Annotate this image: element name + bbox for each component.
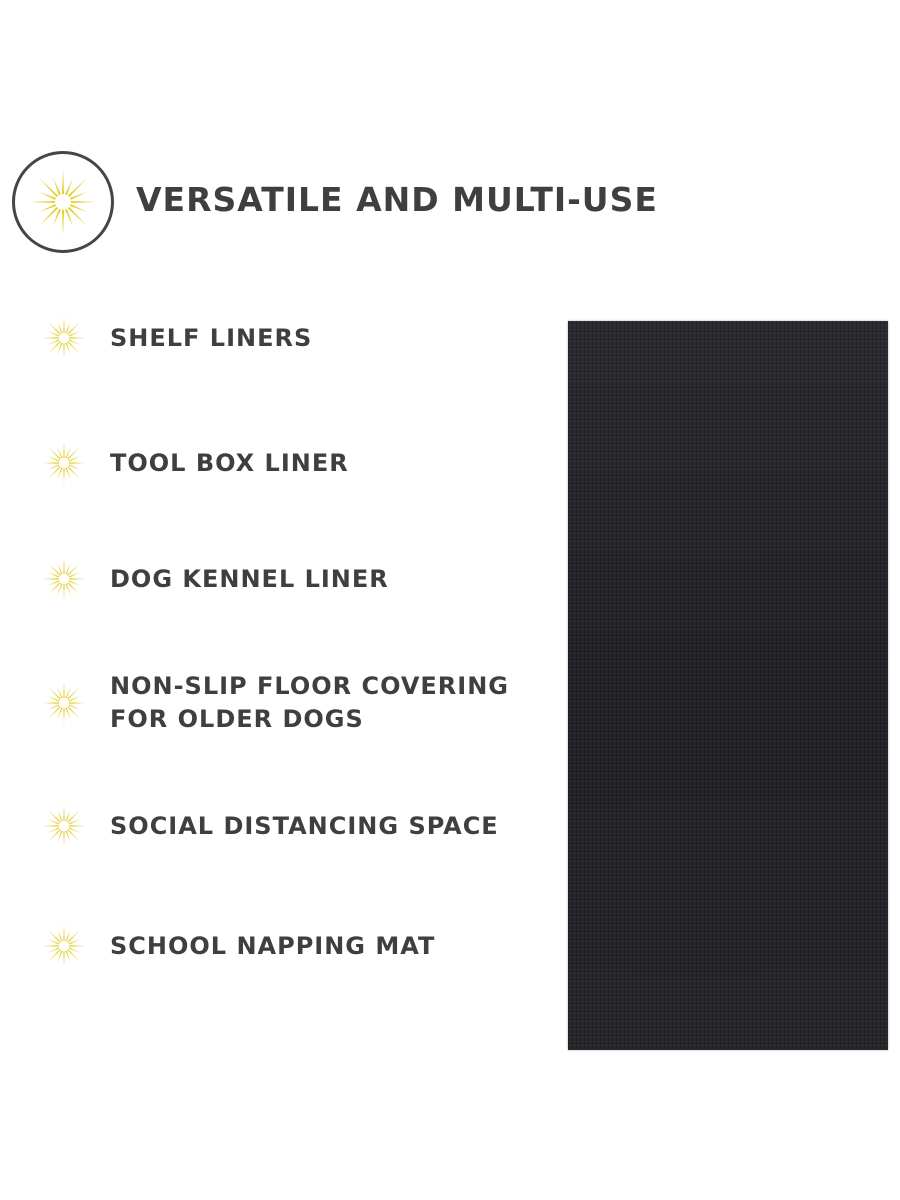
list-item-tool-box-liner	[40, 439, 349, 487]
sunburst-icon	[40, 679, 88, 727]
list-item-shelf-liners	[40, 314, 312, 362]
sunburst-icon	[27, 166, 99, 238]
list-item-non-slip-floor-covering	[40, 670, 509, 736]
list-item-school-napping-mat	[40, 922, 435, 970]
list-item-dog-kennel-liner	[40, 555, 389, 603]
header-badge	[12, 151, 114, 253]
page-title: VERSATILE AND MULTI-USE	[136, 180, 658, 219]
list-item-social-distancing-space	[40, 802, 499, 850]
use-label: SCHOOL NAPPING MAT	[110, 931, 436, 960]
sunburst-icon	[40, 439, 88, 487]
use-label: NON-SLIP FLOOR COVERING FOR OLDER DOGS	[110, 672, 509, 733]
sunburst-icon	[40, 555, 88, 603]
use-label: DOG KENNEL LINER	[110, 564, 389, 593]
use-label: TOOL BOX LINER	[110, 448, 349, 477]
sunburst-icon	[40, 802, 88, 850]
sunburst-icon	[40, 922, 88, 970]
use-label: SHELF LINERS	[110, 323, 313, 352]
use-label: SOCIAL DISTANCING SPACE	[110, 811, 499, 840]
sunburst-icon	[40, 314, 88, 362]
product-mat-image	[568, 321, 888, 1050]
